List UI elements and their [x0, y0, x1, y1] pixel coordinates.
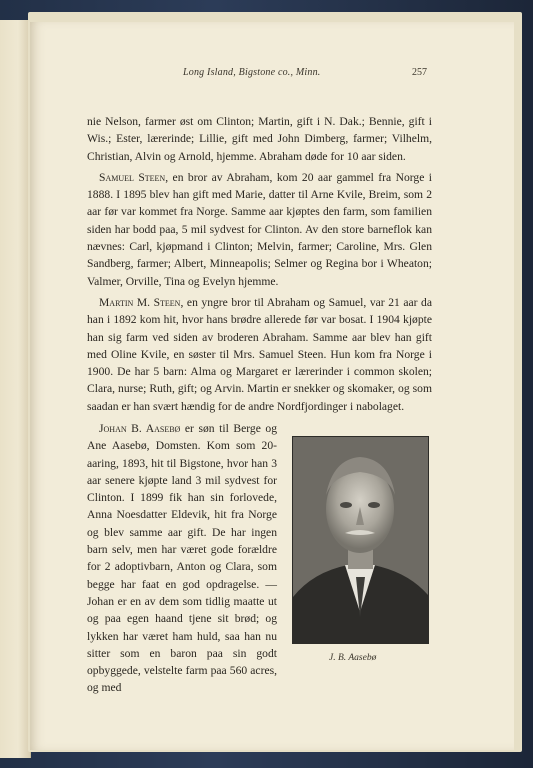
page-number: 257	[412, 67, 427, 78]
body-text-column	[87, 420, 277, 697]
running-header	[0, 67, 533, 83]
paragraph-text: , en bror av Abraham, kom 20 aar gammel fra Norge i 1888. I 1895 blev han gift med Marie, datter til Arne Kvile, Breim, som 2 aar før var kommet fra Norge. Samme aar kjøptes den farm, som familien siden har bodd paa, 5 mil sydvest for Clinton. Av den store barneflok kan nævnes: Carl, kjøpmand i Clinton; Melvin, farmer; Caroline, Mrs. Glen Sandberg, farmer; Albert, Minneapolis; Selmer og Regina bor i Wheaton; Valmer, Orville, Tina og Evelyn hjemme.	[87, 170, 432, 288]
paragraph-text: , en yngre bror til Abraham og Samuel, var 21 aar da han i 1892 kom hit, hvor hans brødre allerede før var bosat. I 1904 kjøpte han sig farm ved siden av broderen Abraham. Samme aar blev han gift med Oline Kvile, en søster til Mrs. Samuel Steen. Hun kom fra Norge i 1900. De har 5 barn: Alma og Margaret er lærerinder i common skolen; Clara, nurse; Ruth, gift; og Arvin. Martin er snekker og skomaker, og som saadan er han svært hændig for de andre Nordfjordinger i nabolaget.	[87, 295, 432, 413]
running-title: Long Island, Bigstone co., Minn.	[183, 67, 321, 78]
paragraph-martin-steen	[87, 294, 432, 415]
body-text-full-width	[87, 113, 432, 415]
person-name: Samuel Steen	[99, 170, 166, 184]
paragraph-continued: nie Nelson, farmer øst om Clinton; Martin, gift i N. Dak.; Bennie, gift i Wis.; Ester, lærerinde; Lillie, gift med John Dimberg, farmer; Vilhelm, Christian, Alvin og Arnold, hjemme. Abraham døde for 10 aar siden.	[87, 115, 432, 163]
person-name: Martin M. Steen	[99, 295, 181, 309]
person-name: Johan B. Aasebø	[99, 422, 181, 435]
paragraph-text: er søn til Berge og Ane Aasebø, Domsten. Kom som 20-aaring, 1893, hit til Bigstone, hvor han 3 aar senere kjøpte land 3 mil sydvest for Clinton. I 1899 fik han sin forlovede, Anna Noesdatter Eldevik, hit fra Norge og blev samme aar gift. De har ingen barn selv, men har været gode forældre for 2 adoptivbarn, Anton og Clara, som begge har faat en god opdragelse. — Johan er en av dem som tidlig maatte ut og paa egen haand tjene sit brød; og lykken har været ham huld, saa han nu sitter som en baron paa sin godt opbyggede, velstelte farm paa 560 acres, og med	[87, 422, 277, 695]
paragraph-johan-aasebo	[87, 420, 277, 697]
photo-caption: J. B. Aasebø	[329, 653, 377, 663]
facing-page-edge	[0, 20, 31, 758]
paragraph-samuel-steen	[87, 169, 432, 290]
portrait-photo	[292, 436, 429, 644]
